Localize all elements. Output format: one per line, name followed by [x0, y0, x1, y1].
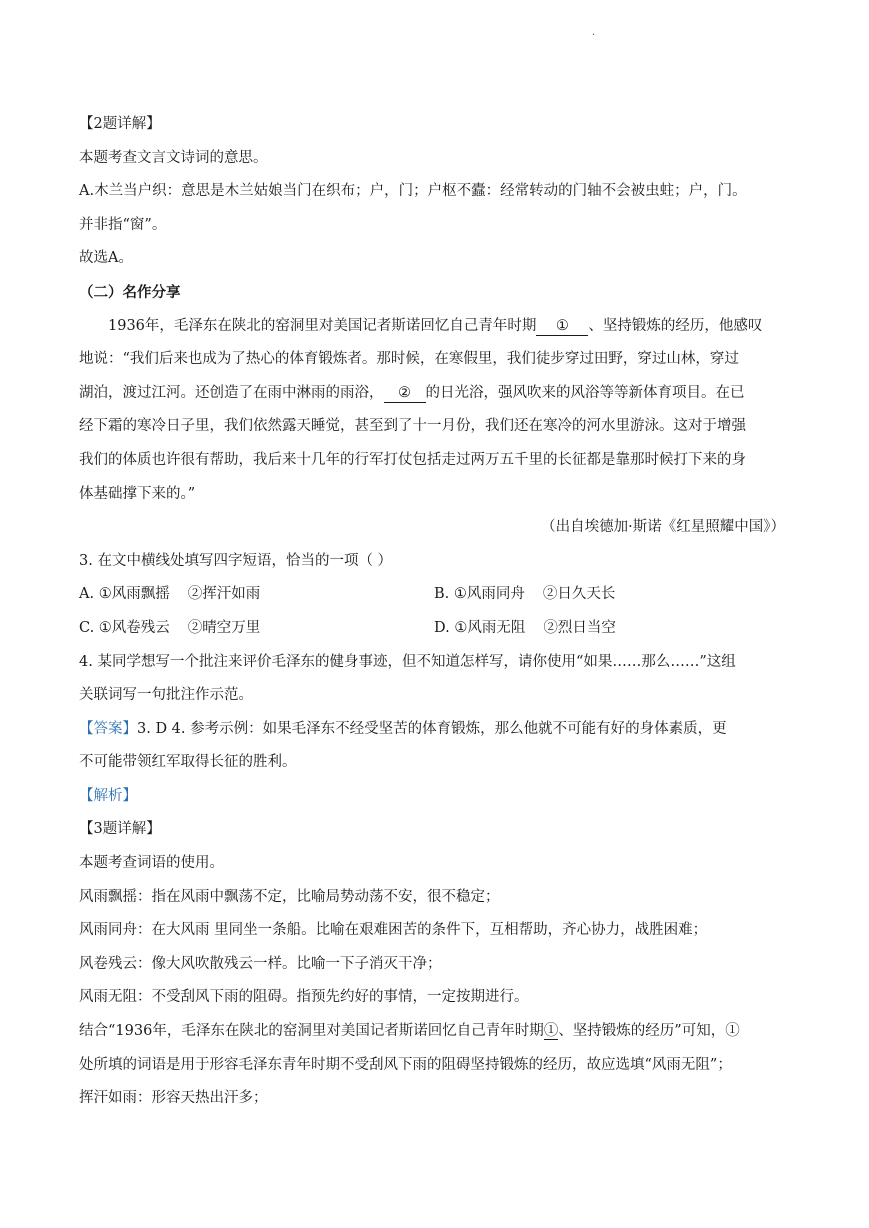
q3-detail-line-5 — [79, 1015, 791, 1049]
passage-text: 湖泊，渡过江河。还创造了在雨中淋雨的雨浴， — [79, 384, 384, 401]
option-c: C. ①风卷残云 ②晴空万里 — [79, 619, 261, 636]
q3-options-row-1 — [79, 578, 791, 612]
q3-detail-def-2: 风雨同舟：在大风雨 里同坐一条船。比喻在艰难困苦的条件下，互相帮助，齐心协力，战胜困难； — [79, 922, 708, 939]
answer-line-1 — [79, 713, 791, 747]
q3-detail-line-6: 处所填的词语是用于形容毛泽东青年时期不受刮风下雨的阻碍坚持锻炼的经历，故应选填“风雨无阻”； — [79, 1056, 732, 1073]
q3-options-row-2 — [79, 612, 791, 646]
passage-line-1 — [79, 310, 791, 344]
answer-label: 【答案】 — [79, 720, 137, 737]
answer-text: 3. D 4. 参考示例：如果毛泽东不经受坚苦的体育锻炼，那么他就不可能有好的身体素质，更 — [137, 720, 727, 737]
q3-detail-heading: 【3题详解】 — [79, 821, 161, 838]
option-a: A. ①风雨飘摇 ②挥汗如雨 — [79, 586, 261, 603]
blank-1: ① — [536, 317, 588, 336]
q3-detail-def-3: 风卷残云：像大风吹散残云一样。比喻一下子消灭干净； — [79, 955, 442, 972]
q3-detail-def-1: 风雨飘摇：指在风雨中飘荡不定，比喻局势动荡不安，很不稳定； — [79, 888, 500, 905]
answer-line-2: 不可能带领红军取得长征的胜利。 — [79, 754, 297, 771]
passage-text: 、坚持锻炼的经历，他感叹 — [588, 317, 763, 334]
q2-heading: 【2题详解】 — [79, 116, 161, 132]
passage-text: 的日光浴，强风吹来的风浴等等新体育项目。在已 — [425, 384, 745, 401]
passage-line-4: 经下霜的寒冷日子里，我们依然露天睡觉，甚至到了十一月份，我们还在寒冷的河水里游泳。这对于增强 — [79, 418, 746, 435]
section-title: （二）名作分享 — [79, 283, 181, 301]
blank-2: ② — [384, 384, 426, 403]
detail-text: 结合“1936年，毛泽东在陕北的窑洞里对美国记者斯诺回忆自己青年时期 — [79, 1023, 544, 1040]
q2-conclusion: 故选A。 — [79, 250, 133, 267]
q2-line-a: A.木兰当户织：意思是木兰姑娘当门在织布；户，门；户枢不蠹：经常转动的门轴不会被虫蛀；户，门。 — [79, 183, 747, 200]
detail-text: 、坚持锻炼的经历”可知，① — [558, 1023, 740, 1040]
passage-text: 1936年，毛泽东在陕北的窑洞里对美国记者斯诺回忆自己青年时期 — [108, 317, 537, 334]
passage-source: （出自埃德加·斯诺《红星照耀中国》） — [541, 519, 785, 536]
header-mark: · — [592, 30, 596, 41]
document-page — [79, 108, 791, 1116]
q3-detail-intro: 本题考查词语的使用。 — [79, 855, 224, 872]
q3-stem: 3. 在文中横线处填写四字短语，恰当的一项（ ） — [79, 552, 393, 569]
passage-line-2: 地说：“我们后来也成为了热心的体育锻炼者。那时候，在寒假里，我们徒步穿过田野，穿过山林，穿过 — [79, 351, 739, 368]
passage-line-3 — [79, 377, 791, 411]
q2-line-a2: 并非指“窗”。 — [79, 216, 167, 233]
analysis-label: 【解析】 — [79, 787, 137, 804]
passage-line-6: 体基础撑下来的。” — [79, 485, 196, 502]
q2-intro: 本题考查文言文诗词的意思。 — [79, 149, 268, 166]
blank-mark: ① — [543, 1023, 559, 1040]
passage-line-5: 我们的体质也许很有帮助，我后来十几年的行军打仗包括走过两万五千里的长征都是靠那时候打下来的身 — [79, 451, 746, 468]
q4-stem-2: 关联词写一句批注作示范。 — [79, 687, 253, 704]
option-d: D. ①风雨无阻 ②烈日当空 — [434, 619, 616, 636]
q3-detail-def-4: 风雨无阻：不受刮风下雨的阻碍。指预先约好的事情，一定按期进行。 — [79, 989, 529, 1006]
q4-stem-1: 4. 某同学想写一个批注来评价毛泽东的健身事迹，但不知道怎样写，请你使用“如果……那么……”这组 — [79, 653, 736, 670]
option-b: B. ①风雨同舟 ②日久天长 — [434, 586, 616, 603]
q3-detail-line-7: 挥汗如雨：形容天热出汗多； — [79, 1090, 268, 1107]
